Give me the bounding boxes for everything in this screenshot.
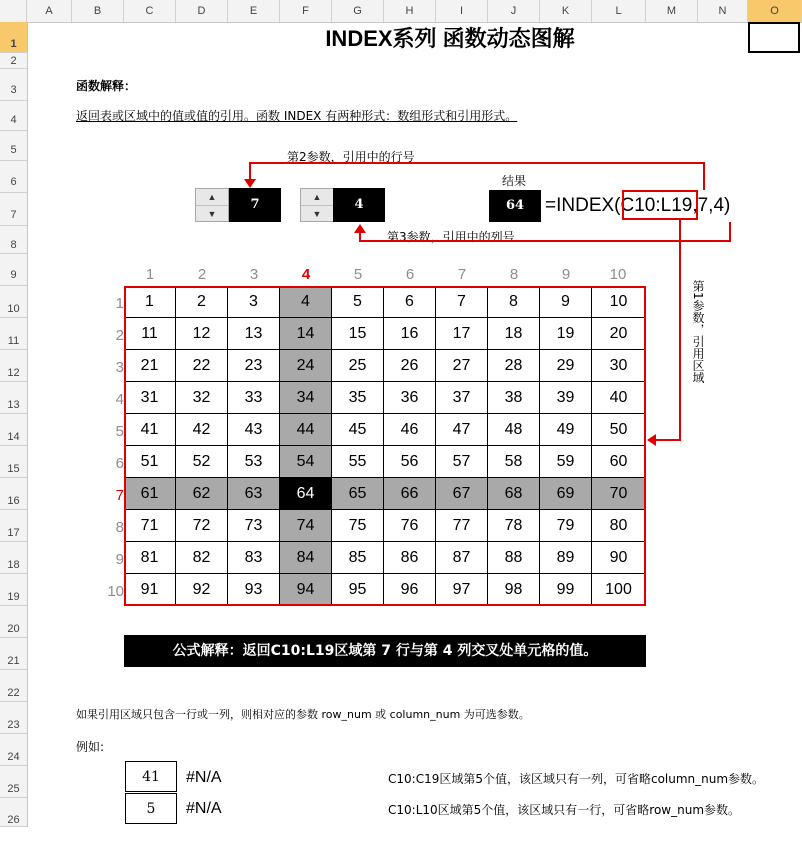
grid-cell[interactable]: 40 xyxy=(592,382,646,414)
grid-cell[interactable]: 23 xyxy=(228,350,280,382)
select-all-corner[interactable] xyxy=(0,0,27,22)
grid-cell[interactable]: 13 xyxy=(228,318,280,350)
grid-cell[interactable]: 15 xyxy=(332,318,384,350)
column-header-j[interactable]: J xyxy=(488,0,540,22)
formula-explanation-banner: 公式解释：返回C10:L19区域第 7 行与第 4 列交叉处单元格的值。 xyxy=(124,635,646,667)
row-header-15[interactable]: 15 xyxy=(0,446,27,478)
grid-cell[interactable]: 56 xyxy=(384,446,436,478)
grid-cell[interactable]: 59 xyxy=(540,446,592,478)
grid-cell[interactable]: 46 xyxy=(384,414,436,446)
column-header-bar xyxy=(0,0,802,23)
row-header-22[interactable]: 22 xyxy=(0,670,27,702)
row-header-24[interactable]: 24 xyxy=(0,734,27,766)
column-header-i[interactable]: I xyxy=(436,0,488,22)
spin-up-icon[interactable]: ▲ xyxy=(196,189,228,206)
row-value-cell[interactable]: 7 xyxy=(229,188,281,222)
column-header-m[interactable]: M xyxy=(646,0,698,22)
grid-cell[interactable]: 50 xyxy=(592,414,646,446)
page-title: INDEX系列 函数动态图解 xyxy=(325,26,575,51)
grid-row-label: 8 xyxy=(115,519,124,536)
example-input-cell[interactable]: 5 xyxy=(125,793,177,824)
grid-row-label-selected: 7 xyxy=(115,487,124,504)
grid-cell[interactable]: 47 xyxy=(436,414,488,446)
grid-cell[interactable]: 98 xyxy=(488,574,540,606)
grid-cell[interactable]: 17 xyxy=(436,318,488,350)
formula-text: =INDEX(C10:L19,7,4) xyxy=(545,195,731,216)
row-header-18[interactable]: 18 xyxy=(0,542,27,574)
grid-cell[interactable]: 10 xyxy=(592,286,646,318)
column-header-l[interactable]: L xyxy=(592,0,646,22)
column-header-g[interactable]: G xyxy=(332,0,384,22)
row-header-13[interactable]: 13 xyxy=(0,382,27,414)
grid-cell[interactable]: 21 xyxy=(124,350,176,382)
row-header-25[interactable]: 25 xyxy=(0,766,27,798)
grid-cell[interactable]: 79 xyxy=(540,510,592,542)
grid-col-label: 3 xyxy=(249,266,259,283)
grid-cell[interactable]: 66 xyxy=(384,478,436,510)
arg3-label: 第3参数，引用中的列号 xyxy=(387,230,515,244)
grid-cell[interactable]: 14 xyxy=(280,318,332,350)
grid-row-label: 1 xyxy=(115,295,124,312)
row-header-9[interactable]: 9 xyxy=(0,254,27,286)
grid-cell[interactable]: 89 xyxy=(540,542,592,574)
grid-cell[interactable]: 33 xyxy=(228,382,280,414)
grid-row-label: 6 xyxy=(115,455,124,472)
column-header-e[interactable]: E xyxy=(228,0,280,22)
arg2-arrow-head xyxy=(244,179,256,188)
grid-cell[interactable]: 55 xyxy=(332,446,384,478)
grid-cell[interactable]: 26 xyxy=(384,350,436,382)
spin-up-icon[interactable]: ▲ xyxy=(301,189,333,206)
grid-col-label: 8 xyxy=(509,266,519,283)
grid-cell[interactable]: 88 xyxy=(488,542,540,574)
grid-cell[interactable]: 100 xyxy=(592,574,646,606)
grid-cell[interactable]: 51 xyxy=(124,446,176,478)
grid-cell[interactable]: 80 xyxy=(592,510,646,542)
row-header-12[interactable]: 12 xyxy=(0,350,27,382)
grid-cell[interactable]: 45 xyxy=(332,414,384,446)
grid-cell[interactable]: 95 xyxy=(332,574,384,606)
column-header-b[interactable]: B xyxy=(72,0,124,22)
grid-cell[interactable]: 44 xyxy=(280,414,332,446)
grid-cell[interactable]: 54 xyxy=(280,446,332,478)
grid-cell[interactable]: 1 xyxy=(124,286,176,318)
grid-col-label: 5 xyxy=(353,266,363,283)
grid-cell[interactable]: 34 xyxy=(280,382,332,414)
row-header-16[interactable]: 16 xyxy=(0,478,27,510)
arg3-arrow-head xyxy=(354,224,366,233)
grid-col-label: 10 xyxy=(609,266,627,283)
example-result: #N/A xyxy=(186,769,222,786)
grid-cell[interactable]: 36 xyxy=(384,382,436,414)
example-note: C10:L10区域第5个值，该区域只有一行，可省略row_num参数。 xyxy=(388,803,741,817)
col-spinner[interactable] xyxy=(300,188,334,222)
grid-cell[interactable]: 77 xyxy=(436,510,488,542)
example-result: #N/A xyxy=(186,800,222,817)
grid-cell[interactable]: 4 xyxy=(280,286,332,318)
explain-heading: 函数解释： xyxy=(76,79,137,93)
grid-cell-result[interactable]: 64 xyxy=(280,478,332,510)
row-header-bar xyxy=(0,22,28,827)
grid-cell[interactable]: 61 xyxy=(124,478,176,510)
grid-cell[interactable]: 28 xyxy=(488,350,540,382)
spin-down-icon[interactable]: ▼ xyxy=(312,209,322,219)
row-header-2[interactable]: 2 xyxy=(0,53,27,69)
row-header-5[interactable]: 5 xyxy=(0,131,27,161)
grid-cell[interactable]: 3 xyxy=(228,286,280,318)
grid-row-label: 2 xyxy=(115,327,124,344)
grid-cell[interactable]: 81 xyxy=(124,542,176,574)
grid-cell[interactable]: 43 xyxy=(228,414,280,446)
grid-cell[interactable]: 94 xyxy=(280,574,332,606)
grid-cell[interactable]: 41 xyxy=(124,414,176,446)
grid-cell[interactable]: 82 xyxy=(176,542,228,574)
row-spinner[interactable] xyxy=(195,188,229,222)
grid-cell[interactable]: 96 xyxy=(384,574,436,606)
grid-cell[interactable]: 27 xyxy=(436,350,488,382)
grid-cell[interactable]: 69 xyxy=(540,478,592,510)
grid-cell[interactable]: 39 xyxy=(540,382,592,414)
grid-cell[interactable]: 72 xyxy=(176,510,228,542)
row-header-26[interactable]: 26 xyxy=(0,798,27,827)
result-label: 结果 xyxy=(502,174,527,188)
arg1-label: 第1参数，引用区域 xyxy=(691,280,705,384)
grid-cell[interactable]: 90 xyxy=(592,542,646,574)
grid-cell[interactable]: 37 xyxy=(436,382,488,414)
example-input-cell[interactable]: 41 xyxy=(125,761,177,792)
row-header-3[interactable]: 3 xyxy=(0,69,27,101)
row-header-10[interactable]: 10 xyxy=(0,286,27,318)
grid-cell[interactable]: 84 xyxy=(280,542,332,574)
grid-cell[interactable]: 63 xyxy=(228,478,280,510)
grid-cell[interactable]: 2 xyxy=(176,286,228,318)
row-header-4[interactable]: 4 xyxy=(0,101,27,131)
column-header-n[interactable]: N xyxy=(698,0,748,22)
grid-cell[interactable]: 38 xyxy=(488,382,540,414)
grid-row-label: 3 xyxy=(115,359,124,376)
row-header-11[interactable]: 11 xyxy=(0,318,27,350)
grid-cell[interactable]: 73 xyxy=(228,510,280,542)
active-cell-o1[interactable] xyxy=(748,22,800,53)
grid-cell[interactable]: 22 xyxy=(176,350,228,382)
grid-cell[interactable]: 29 xyxy=(540,350,592,382)
row-header-20[interactable]: 20 xyxy=(0,606,27,638)
grid-row-label: 9 xyxy=(115,551,124,568)
example-label: 例如: xyxy=(76,740,105,754)
optional-note: 如果引用区域只包含一行或一列，则相对应的参数 row_num 或 column_num 为可选参数。 xyxy=(76,708,530,721)
grid-cell[interactable]: 70 xyxy=(592,478,646,510)
grid-cell[interactable]: 31 xyxy=(124,382,176,414)
arg2-arrow-line xyxy=(250,163,704,190)
column-header-o[interactable]: O xyxy=(748,0,802,22)
grid-cell[interactable]: 12 xyxy=(176,318,228,350)
grid-cell[interactable]: 68 xyxy=(488,478,540,510)
row-header-1[interactable]: 1 xyxy=(0,22,27,53)
grid-cell[interactable]: 65 xyxy=(332,478,384,510)
result-cell[interactable]: 64 xyxy=(489,190,541,222)
grid-cell[interactable]: 93 xyxy=(228,574,280,606)
row-header-6[interactable]: 6 xyxy=(0,161,27,193)
grid-cell[interactable]: 20 xyxy=(592,318,646,350)
grid-cell[interactable]: 9 xyxy=(540,286,592,318)
grid-col-label: 7 xyxy=(457,266,467,283)
arg2-label: 第2参数，引用中的行号 xyxy=(287,150,415,164)
grid-cell[interactable]: 49 xyxy=(540,414,592,446)
grid-cell[interactable]: 30 xyxy=(592,350,646,382)
column-header-c[interactable]: C xyxy=(124,0,176,22)
reference-range-border xyxy=(124,286,646,606)
spin-down-icon[interactable]: ▼ xyxy=(207,209,217,219)
grid-cell[interactable]: 52 xyxy=(176,446,228,478)
grid-cell[interactable]: 78 xyxy=(488,510,540,542)
grid-cell[interactable]: 8 xyxy=(488,286,540,318)
grid-col-label: 1 xyxy=(145,266,155,283)
grid-cell[interactable]: 62 xyxy=(176,478,228,510)
arg1-arrow-line xyxy=(656,219,680,440)
grid-col-label: 2 xyxy=(197,266,207,283)
grid-cell[interactable]: 86 xyxy=(384,542,436,574)
grid-cell[interactable]: 58 xyxy=(488,446,540,478)
row-header-19[interactable]: 19 xyxy=(0,574,27,606)
grid-cell[interactable]: 83 xyxy=(228,542,280,574)
grid-cell[interactable]: 5 xyxy=(332,286,384,318)
row-header-21[interactable]: 21 xyxy=(0,638,27,670)
column-header-d[interactable]: D xyxy=(176,0,228,22)
grid-cell[interactable]: 57 xyxy=(436,446,488,478)
grid-row-label: 5 xyxy=(115,423,124,440)
column-header-h[interactable]: H xyxy=(384,0,436,22)
grid-cell[interactable]: 74 xyxy=(280,510,332,542)
grid-cell[interactable]: 85 xyxy=(332,542,384,574)
grid-cell[interactable]: 91 xyxy=(124,574,176,606)
grid-cell[interactable]: 24 xyxy=(280,350,332,382)
grid-cell[interactable]: 60 xyxy=(592,446,646,478)
grid-cell[interactable]: 35 xyxy=(332,382,384,414)
grid-cell[interactable]: 53 xyxy=(228,446,280,478)
grid-cell[interactable]: 67 xyxy=(436,478,488,510)
grid-col-label: 6 xyxy=(405,266,415,283)
grid-cell[interactable]: 32 xyxy=(176,382,228,414)
grid-cell[interactable]: 7 xyxy=(436,286,488,318)
grid-cell[interactable]: 99 xyxy=(540,574,592,606)
arg1-arrow-head xyxy=(647,434,656,446)
grid-cell[interactable]: 11 xyxy=(124,318,176,350)
grid-cell[interactable]: 92 xyxy=(176,574,228,606)
explain-text: 返回表或区域中的值或值的引用。函数 INDEX 有两种形式：数组形式和引用形式。 xyxy=(76,109,518,123)
grid-row-label: 10 xyxy=(107,583,124,600)
row-header-17[interactable]: 17 xyxy=(0,510,27,542)
grid-cell[interactable]: 75 xyxy=(332,510,384,542)
grid-cell[interactable]: 97 xyxy=(436,574,488,606)
grid-cell[interactable]: 76 xyxy=(384,510,436,542)
col-value-cell[interactable]: 4 xyxy=(333,188,385,222)
grid-cell[interactable]: 16 xyxy=(384,318,436,350)
column-header-a[interactable]: A xyxy=(27,0,72,22)
row-header-7[interactable]: 7 xyxy=(0,193,27,226)
row-header-23[interactable]: 23 xyxy=(0,702,27,734)
grid-cell[interactable]: 18 xyxy=(488,318,540,350)
grid-cell[interactable]: 42 xyxy=(176,414,228,446)
grid-cell[interactable]: 87 xyxy=(436,542,488,574)
row-header-14[interactable]: 14 xyxy=(0,414,27,446)
column-header-k[interactable]: K xyxy=(540,0,592,22)
row-header-8[interactable]: 8 xyxy=(0,226,27,254)
grid-cell[interactable]: 19 xyxy=(540,318,592,350)
grid-col-label-selected: 4 xyxy=(301,266,311,283)
column-header-f[interactable]: F xyxy=(280,0,332,22)
grid-cell[interactable]: 48 xyxy=(488,414,540,446)
grid-cell[interactable]: 6 xyxy=(384,286,436,318)
grid-cell[interactable]: 25 xyxy=(332,350,384,382)
grid-row-label: 4 xyxy=(115,391,124,408)
example-note: C10:C19区域第5个值，该区域只有一列，可省略column_num参数。 xyxy=(388,772,765,786)
grid-col-label: 9 xyxy=(561,266,571,283)
grid-cell[interactable]: 71 xyxy=(124,510,176,542)
